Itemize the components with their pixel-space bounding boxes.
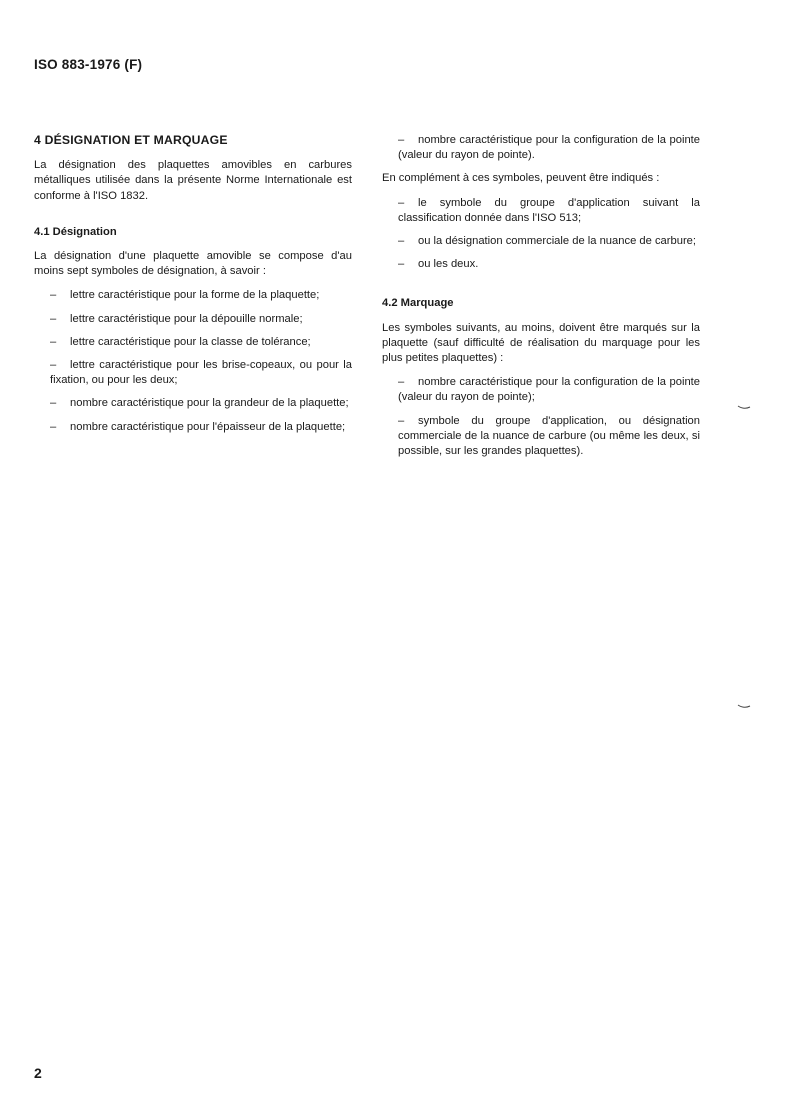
dash-glyph: – (398, 414, 405, 427)
dash-glyph: – (50, 289, 57, 302)
dash-glyph: – (50, 420, 57, 433)
dash-glyph: – (398, 235, 405, 248)
dash-glyph: – (50, 397, 57, 410)
section-4-heading: 4 DÉSIGNATION ET MARQUAGE (34, 133, 228, 147)
page-number: 2 (34, 1065, 42, 1081)
scan-mark-icon (737, 404, 751, 410)
dash-glyph: – (50, 335, 57, 348)
list-item (382, 133, 700, 163)
dash-glyph: – (398, 196, 405, 209)
complement-intro: En complément à ces symboles, peuvent être indiqués : (382, 172, 660, 185)
list-item (34, 312, 352, 327)
list-item (382, 234, 700, 249)
list-item-text: lettre caractéristique pour les brise-copeaux, ou pour la fixation, ou pour les deux; (50, 359, 352, 387)
list-item-text: lettre caractéristique pour la forme de la plaquette; (70, 289, 320, 302)
document-header: ISO 883-1976 (F) (34, 57, 143, 72)
list-item-text: nombre caractéristique pour la grandeur de la plaquette; (70, 397, 349, 410)
dash-glyph: – (398, 134, 405, 146)
scan-mark-icon (737, 703, 751, 709)
section-4-1-intro: La désignation d'une plaquette amovible se compose d'au moins sept symboles de désignation, à savoir : (34, 250, 352, 278)
list-item (34, 358, 352, 388)
list-item (34, 288, 352, 303)
list-item-text: le symbole du groupe d'application suivant la classification donnée dans l'ISO 513; (398, 196, 700, 224)
section-4-intro: La désignation des plaquettes amovibles en carbures métalliques utilisée dans la présente Norme Internationale est conforme à l'ISO 1832. (34, 159, 352, 202)
dash-glyph: – (398, 258, 405, 271)
list-item-text: lettre caractéristique pour la classe de tolérance; (70, 335, 311, 348)
list-item (382, 196, 700, 226)
section-4-1-heading: 4.1 Désignation (34, 225, 117, 238)
section-4-2-heading: 4.2 Marquage (382, 297, 454, 310)
dash-glyph: – (50, 359, 57, 372)
dash-glyph: – (50, 312, 57, 325)
list-item (382, 375, 700, 405)
list-item-text: symbole du groupe d'application, ou désignation commerciale de la nuance de carbure (ou même les deux, si possible, sur les grandes plaquettes). (398, 414, 700, 458)
right-column (382, 133, 700, 459)
section-4-2-intro: Les symboles suivants, au moins, doivent être marqués sur la plaquette (sauf difficulté de réalisation du marquage pour les plus petites plaquettes) : (382, 321, 700, 365)
list-item-text: lettre caractéristique pour la dépouille normale; (70, 312, 303, 325)
list-item-text: nombre caractéristique pour la configuration de la pointe (valeur du rayon de pointe); (398, 376, 700, 404)
list-item (382, 414, 700, 460)
list-item-text: ou la désignation commerciale de la nuance de carbure; (418, 235, 696, 248)
list-item (382, 257, 700, 272)
list-item (34, 396, 352, 411)
list-item (34, 420, 352, 435)
list-item-text: nombre caractéristique pour l'épaisseur de la plaquette; (70, 420, 346, 433)
left-column (34, 133, 352, 435)
list-item-text: nombre caractéristique pour la configuration de la pointe (valeur du rayon de pointe). (398, 134, 700, 162)
list-item (34, 335, 352, 350)
dash-glyph: – (398, 376, 405, 389)
list-item-text: ou les deux. (418, 258, 479, 271)
